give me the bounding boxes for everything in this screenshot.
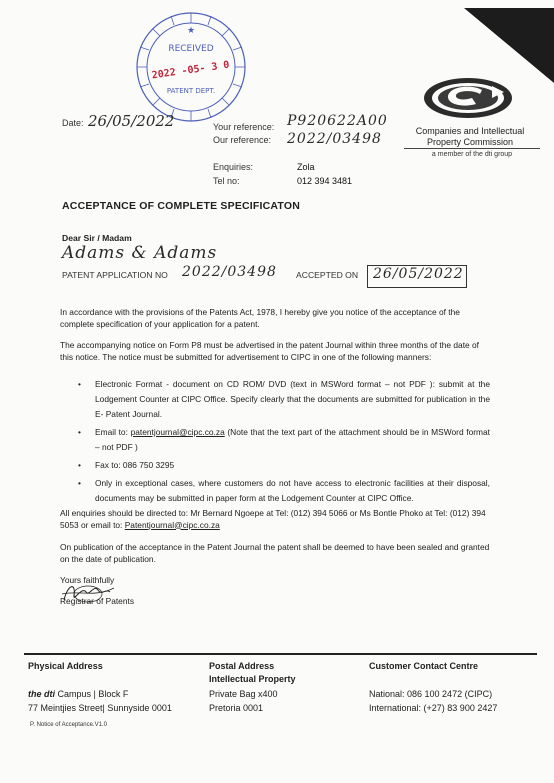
bullet-email-note: (Note that the text part of the attachment should be in MSWord format – not PDF ) [95, 427, 490, 452]
postal-address-subheading: Intellectual Property [209, 674, 296, 684]
company-name-line1: Companies and Intellectual [415, 126, 525, 136]
email-link-patentjournal[interactable]: patentjournal@cipc.co.za [130, 427, 225, 437]
list-item [60, 377, 490, 422]
postal-address-heading: Postal Address [209, 661, 275, 671]
physical-address-campus [28, 688, 128, 700]
stamp-star-icon: ★ [186, 25, 196, 35]
page-title: ACCEPTANCE OF COMPLETE SPECIFICATON [62, 200, 301, 212]
physical-address-heading: Physical Address [28, 661, 103, 671]
closing: Yours faithfully [60, 575, 115, 585]
enquiries-text: All enquiries should be directed to: Mr Bernard Ngoepe at Tel: (012) 394 5066 or Ms Bontle Phoko at Tel: (012) 394 5053 or email to: [60, 508, 486, 530]
submission-methods-list [60, 377, 490, 506]
list-item [60, 458, 490, 473]
date-value: 26/05/2022 [88, 112, 175, 130]
bullet-icon: • [78, 379, 81, 389]
dti-brand: the dti [28, 689, 55, 699]
our-reference-value: 2022/03498 [287, 131, 382, 147]
your-reference-value: P920622A00 [287, 113, 388, 129]
salutation: Dear Sir / Madam [62, 233, 132, 243]
accepted-date-value: 26/05/2022 [373, 266, 464, 282]
postal-city: Pretoria 0001 [209, 703, 264, 713]
tel-label: Tel no: [213, 176, 240, 186]
our-reference-label: Our reference: [213, 135, 272, 145]
paragraph-advertisement: The accompanying notice on Form P8 must be advertised in the patent Journal within three months of the date of this notice. The notice must be submitted for advertisement to CIPC in one of the following manners: [60, 340, 479, 362]
stamp-label: RECEIVED [168, 44, 214, 54]
email-link-enquiries[interactable]: Patentjournal@cipc.co.za [124, 519, 220, 530]
enquiries-label: Enquiries: [213, 162, 254, 172]
bullet-paper-text: Only in exceptional cases, where customers do not have access to electronic facilities at their disposal, documents may be submitted in paper form at the Lodgement Counter at CIPC Office. [95, 478, 490, 503]
bullet-fax-text: Fax to: 086 750 3295 [95, 460, 175, 470]
contact-centre-heading: Customer Contact Centre [369, 661, 479, 671]
company-name [400, 126, 540, 148]
signatory-role: Registrar of Patents [60, 596, 135, 606]
paragraph-publication: On publication of the acceptance in the Patent Journal the patent shall be deemed to have been sealed and granted on the date of publication. [60, 542, 490, 564]
company-divider [404, 148, 540, 149]
paragraph-enquiries [60, 508, 492, 531]
corner-triangle [464, 8, 554, 83]
list-item [60, 476, 490, 506]
application-label: PATENT APPLICATION NO [62, 270, 168, 280]
stamp-date: 2022 -05- 3 0 [151, 59, 231, 82]
physical-address-street: 77 Meintjies Street| Sunnyside 0001 [28, 703, 172, 713]
contact-international: International: (+27) 83 900 2427 [369, 703, 498, 713]
bullet-email-prefix: Email to: [95, 427, 131, 437]
cipc-logo-icon [422, 76, 514, 120]
list-item [60, 425, 490, 455]
physical-campus-block: Campus | Block F [55, 689, 129, 699]
contact-national: National: 086 100 2472 (CIPC) [369, 689, 493, 699]
enquiries-value: Zola [297, 162, 315, 172]
addressee: Adams & Adams [62, 243, 218, 263]
paragraph-acceptance-notice: In accordance with the provisions of the Patents Act, 1978, I hereby give you notice of the acceptance of the complete specification of your application for a patent. [60, 307, 460, 329]
application-number: 2022/03498 [182, 264, 277, 280]
bullet-icon: • [78, 460, 81, 470]
stamp-graphic [133, 9, 249, 125]
postal-box: Private Bag x400 [209, 689, 278, 699]
your-reference-label: Your reference: [213, 122, 275, 132]
tel-value: 012 394 3481 [297, 176, 353, 186]
received-stamp [133, 9, 249, 125]
stamp-dept: PATENT DEPT. [166, 87, 216, 95]
bullet-icon: • [78, 478, 81, 488]
accepted-label: ACCEPTED ON [296, 270, 359, 280]
company-member-note: a member of the dti group [431, 151, 513, 158]
bullet-electronic-text: Electronic Format - document on CD ROM/ DVD (text in MSWord format – not PDF ): submit at the Lodgement Counter at CIPC Office. Specify clearly that the documents are submitted for publication in the E- Patent Journal. [95, 379, 490, 419]
date-label: Date: [62, 118, 84, 128]
footer-divider [24, 653, 537, 655]
bullet-icon: • [78, 427, 81, 437]
company-name-line2: Property Commission [426, 137, 514, 147]
form-code: P. Notice of Acceptance.V1.0 [30, 722, 107, 728]
